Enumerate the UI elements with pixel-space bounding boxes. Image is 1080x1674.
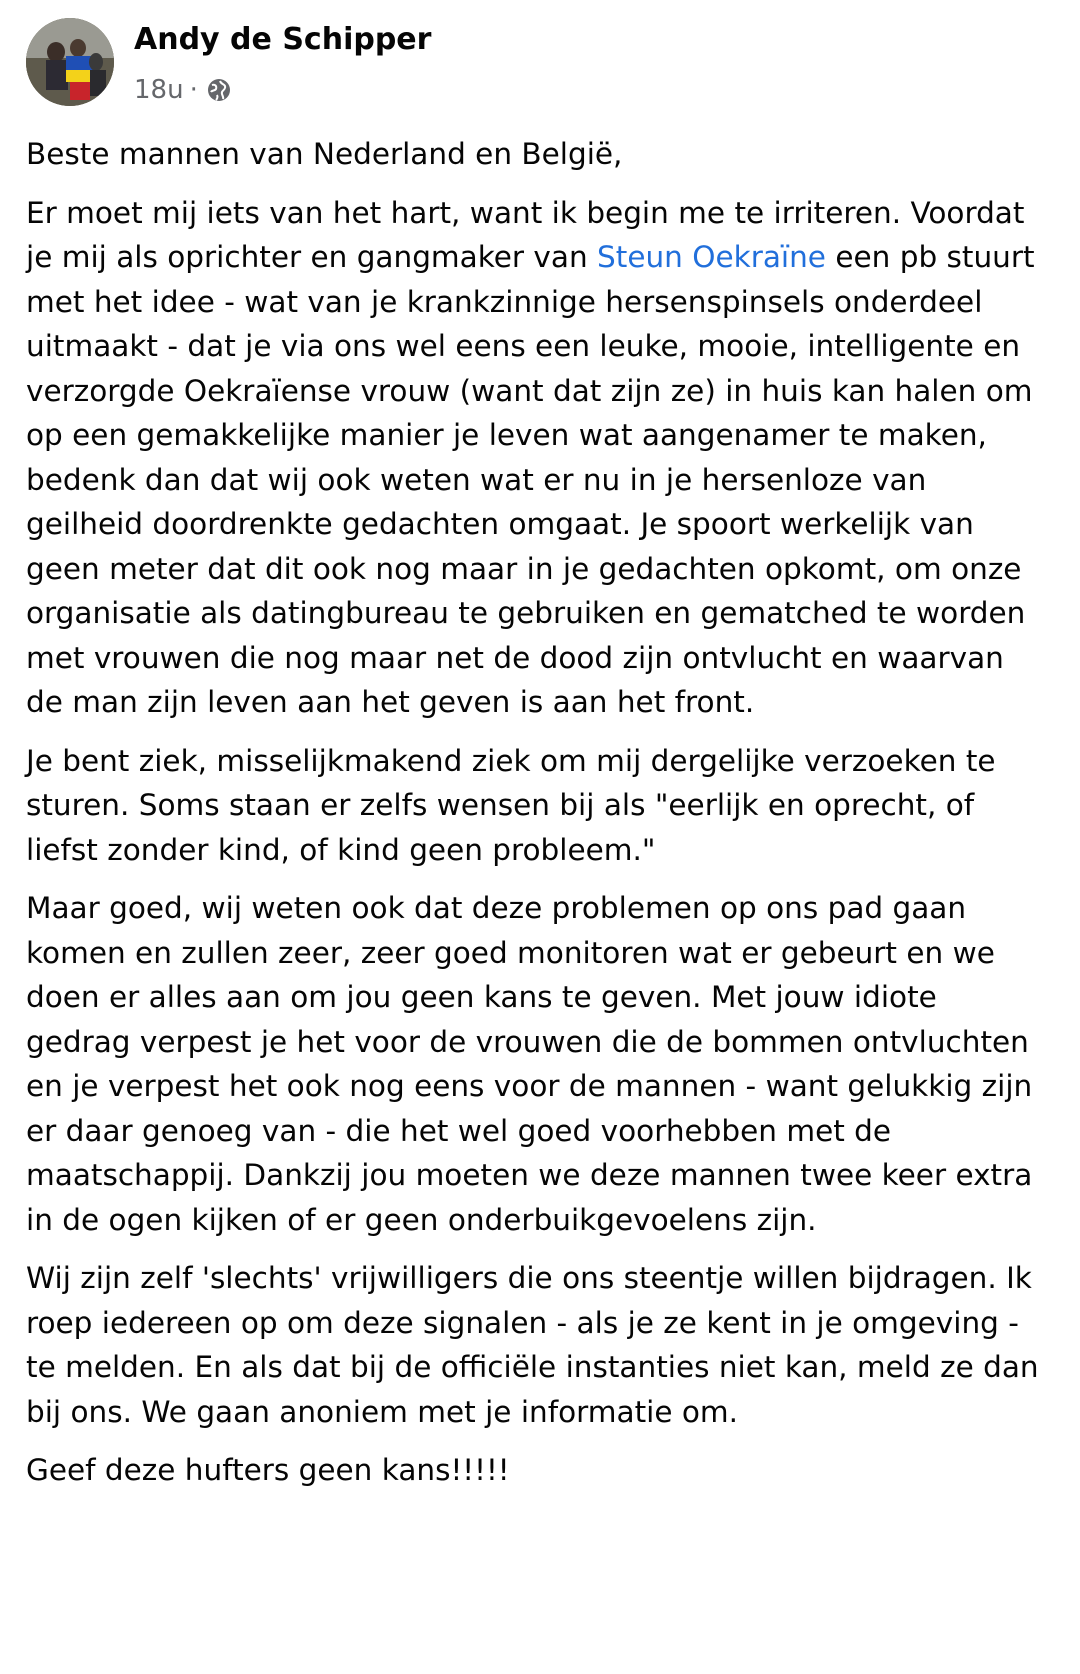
author-avatar[interactable] <box>26 18 114 106</box>
post-body <box>26 132 1046 1507</box>
steun-oekraine-link[interactable]: Steun Oekraïne <box>597 240 826 274</box>
globe-icon[interactable] <box>206 77 232 103</box>
post-time[interactable]: 18u <box>134 75 184 105</box>
post-greeting: Beste mannen van Nederland en België, <box>26 137 623 171</box>
post-paragraph-1 <box>26 191 1046 725</box>
post-paragraph-4: Wij zijn zelf 'slechts' vrijwilligers die ons steentje willen bijdragen. Ik roep iedereen op om deze signalen - als je ze kent in je omgeving - te melden. En als dat bij de officiële instanties niet kan, meld ze dan bij ons. We gaan anoniem met je informatie om. <box>26 1261 1039 1429</box>
post-paragraph-5: Geef deze hufters geen kans!!!!! <box>26 1453 510 1487</box>
author-name[interactable]: Andy de Schipper <box>134 22 432 57</box>
post-paragraph-3: Maar goed, wij weten ook dat deze problemen op ons pad gaan komen en zullen zeer, zeer goed monitoren wat er gebeurt en we doen er alles aan om jou geen kans te geven. Met jouw idiote gedrag verpest je het voor de vrouwen die de bommen ontvluchten en je verpest het ook nog eens voor de mannen - want gelukkig zijn er daar genoeg van - die het wel goed voorhebben met de maatschappij. Dankzij jou moeten we deze mannen twee keer extra in de ogen kijken of er geen onderbuikgevoelens zijn. <box>26 891 1033 1237</box>
meta-separator: · <box>189 75 198 105</box>
avatar-image <box>26 18 114 106</box>
post-header <box>26 18 1026 114</box>
paragraph-1-text-before: Er moet mij iets van het hart, want ik begin me te irriteren. Voordat je mij als oprichter en gangmaker van <box>26 195 1025 274</box>
post-paragraph-2: Je bent ziek, misselijkmakend ziek om mij dergelijke verzoeken te sturen. Soms staan er zelfs wensen bij als "eerlijk en oprecht, of liefst zonder kind, of kind geen probleem." <box>26 743 996 867</box>
post-meta <box>134 72 232 108</box>
paragraph-1-text-after: een pb stuurt met het idee - wat van je krankzinnige hersenspinsels onderdeel uitmaakt - dat je via ons wel eens een leuke, mooie, intelligente en verzorgde Oekraïense vrouw (want dat zijn ze) in huis kan halen om op een gemakkelijke manier je leven wat aangenamer te maken, bedenk dan dat wij ook weten wat er nu in je hersenloze van geilheid doordrenkte gedachten omgaat. Je spoort werkelijk van geen meter dat dit ook nog maar in je gedachten opkomt, om onze organisatie als datingbureau te gebruiken en gematched te worden met vrouwen die nog maar net de dood zijn ontvlucht en waarvan de man zijn leven aan het geven is aan het front. <box>26 240 1035 719</box>
